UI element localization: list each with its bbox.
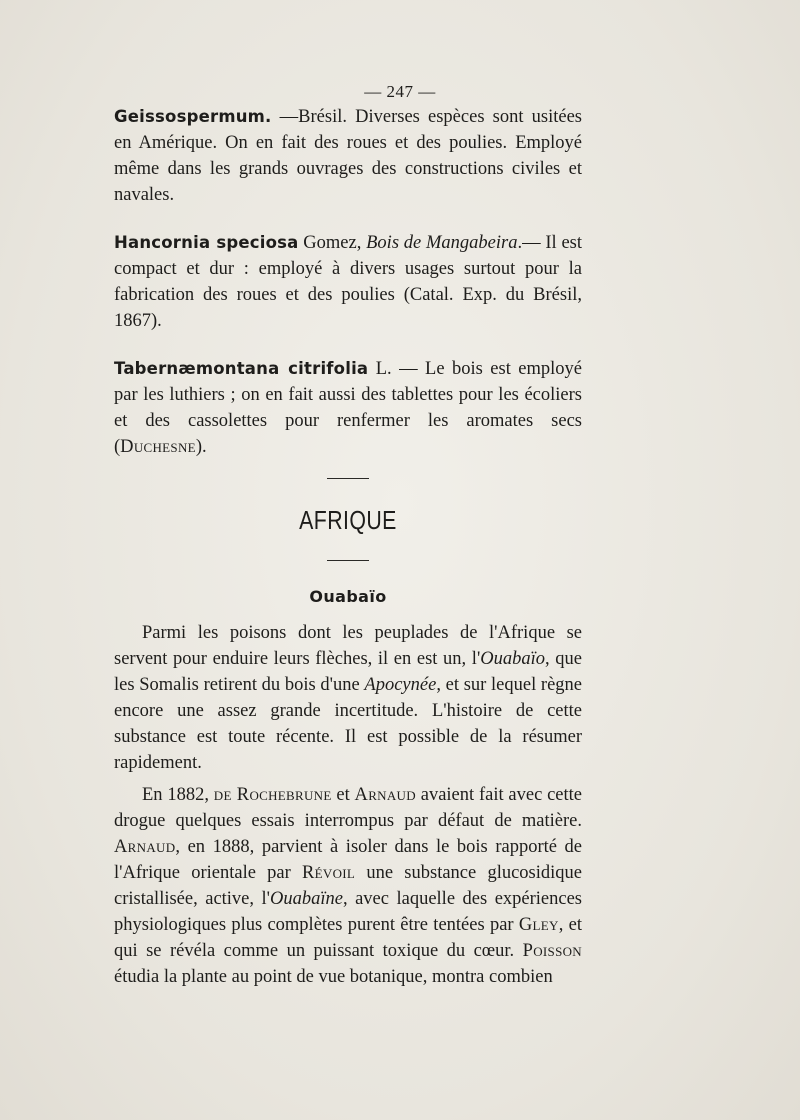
text-run: et [331,785,355,805]
entry-text: L. — Le bois est employé par les luthiers ; on en fait aussi des tablettes pour les écoliers et des cassolettes pour renfermer les aromates secs ( [114,359,583,457]
entry-citation: Duchesne [120,437,196,457]
page-number: — 247 — [364,82,436,101]
author-name: Arnaud [354,785,416,805]
author-name: Révoil [302,863,356,883]
entry-author: Gomez, [298,233,367,253]
author-name: Poisson [522,941,582,961]
italic-term: Ouabaïne [270,889,343,909]
author-name: de Rochebrune [213,785,332,805]
entry-term: Tabernæmontana citrifolia [114,359,369,378]
page-body [114,104,582,990]
text-run: , que les Somalis retirent du bois d'une [114,649,582,695]
author-name: Gley [518,915,559,935]
entry-text: .— Il est compact et dur : employé à divers usages surtout pour la fabrication des roues et des poulies (Catal. Exp. du Brésil, 1867). [114,233,583,331]
entry-term: Geissospermum. [114,107,272,126]
divider-rule [327,560,369,561]
entry-common-name: Bois de Mangabeira [366,233,518,253]
divider-rule [327,478,369,479]
subsection-title: Ouabaïo [309,587,387,606]
author-name: Arnaud [114,837,176,857]
entry-hancornia [114,230,582,334]
italic-term: Apocynée [364,675,437,695]
entry-geissospermum [114,104,582,208]
section-title: AFRIQUE [299,505,397,535]
entry-tabernaemontana [114,356,582,460]
text-run: , avec laquelle des expériences physiologiques plus complètes purent être tentées par [114,889,582,935]
text-run: , et sur lequel règne encore une assez grande incertitude. L'histoire de cette substance est toute récente. Il est possible de la résumer rapidement. [114,675,582,773]
paragraph [114,620,582,776]
italic-term: Ouabaïo [480,649,546,669]
text-run: , en 1888, parvient à isoler dans le bois rapporté de l'Afrique orientale par [114,837,582,883]
entry-text-end: ). [195,437,207,457]
paragraph [114,782,582,990]
text-run: étudia la plante au point de vue botanique, montra combien [114,967,553,987]
text-run: avaient fait avec cette drogue quelques essais interrompus par défaut de matière. [114,785,582,831]
entry-term: Hancornia speciosa [114,233,299,252]
text-run: En 1882, [142,785,214,805]
text-run: une substance glucosidique cristallisée, active, l' [114,863,582,909]
entry-text: —Brésil. Diverses espèces sont usitées en Amérique. On en fait des roues et des poulies. Employé même dans les grands ouvrages des constructions civiles et navales. [114,107,582,205]
text-run: , et qui se révéla comme un puissant toxique du cœur. [114,915,583,961]
text-run: Parmi les poisons dont les peuplades de l'Afrique se servent pour enduire leurs flèches, il en est un, l' [114,623,582,669]
